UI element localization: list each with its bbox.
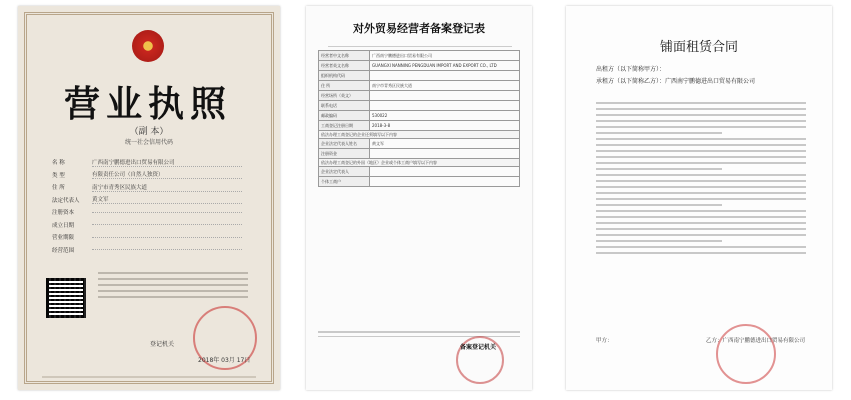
field-value: 黄文军 bbox=[92, 195, 242, 204]
registration-field-label: 邮政编码 bbox=[319, 111, 370, 121]
lease-text-line bbox=[596, 126, 806, 128]
business-license-document bbox=[18, 6, 280, 390]
registration-table bbox=[318, 50, 520, 187]
lease-party-b: 承租方（以下简称乙方）：广西南宁鹏德进出口贸易有限公司 bbox=[596, 78, 756, 85]
registration-field-value: 南宁市青秀区民族大道 bbox=[370, 81, 520, 91]
lease-text-line bbox=[596, 186, 806, 188]
registration-field-label: 企业法定代表人姓名 bbox=[319, 139, 370, 149]
lease-sign-a: 甲方： bbox=[596, 338, 613, 344]
registration-field-label: 联系电话 bbox=[319, 101, 370, 111]
registration-field-value: 2018-3-8 bbox=[370, 121, 520, 131]
license-field-row bbox=[52, 244, 242, 257]
lease-text-line bbox=[596, 102, 806, 104]
registration-title: 对外贸易经营者备案登记表 bbox=[353, 22, 485, 35]
lease-text-line bbox=[596, 204, 722, 206]
license-copy-label: （副 本） bbox=[129, 127, 169, 137]
lease-text-line bbox=[596, 144, 806, 146]
field-label: 成立日期 bbox=[52, 222, 75, 229]
lease-text-line bbox=[596, 138, 806, 140]
registration-row bbox=[319, 177, 520, 187]
lease-text-line bbox=[596, 252, 806, 254]
lease-text-line bbox=[596, 162, 806, 164]
registration-field-label: 注册资金 bbox=[319, 149, 370, 159]
field-value bbox=[92, 237, 242, 238]
registration-field-value bbox=[370, 167, 520, 177]
license-field-row bbox=[52, 194, 242, 207]
field-value bbox=[92, 249, 242, 250]
trade-registration-document bbox=[306, 6, 532, 390]
lease-body-text bbox=[596, 98, 806, 258]
registration-field-value: 530022 bbox=[370, 111, 520, 121]
registration-row bbox=[319, 61, 520, 71]
license-field-row bbox=[52, 156, 242, 169]
license-credit-code: 统一社会信用代码 bbox=[124, 139, 173, 146]
registration-section-label: 依法办理工商登记的外国（地区）企业或个体工商户填写以下内容 bbox=[319, 159, 520, 167]
registration-field-label: 组织机构代码 bbox=[319, 71, 370, 81]
lease-text-line bbox=[596, 180, 806, 182]
lease-text-line bbox=[596, 108, 806, 110]
registration-field-label: 工商登记注册日期 bbox=[319, 121, 370, 131]
field-value bbox=[92, 212, 242, 213]
lease-text-line bbox=[596, 132, 722, 134]
field-value: 有限责任公司（自然人独资） bbox=[92, 170, 242, 179]
registration-section-row bbox=[319, 131, 520, 139]
registration-field-value: 黄文军 bbox=[370, 139, 520, 149]
lease-text-line bbox=[596, 210, 806, 212]
lease-text-line bbox=[596, 198, 806, 200]
license-field-row bbox=[52, 181, 242, 194]
registration-field-value bbox=[370, 71, 520, 81]
license-date: 2018年 03月 17日 bbox=[198, 357, 251, 364]
license-field-row bbox=[52, 169, 242, 182]
license-fields bbox=[52, 156, 242, 256]
lease-text-line bbox=[596, 192, 806, 194]
field-label: 注册资本 bbox=[52, 210, 75, 217]
lease-text-line bbox=[596, 168, 722, 170]
field-label: 住 所 bbox=[52, 185, 65, 192]
lease-title: 铺面租赁合同 bbox=[659, 40, 738, 55]
registration-field-label: 住 所 bbox=[319, 81, 370, 91]
registration-section-label: 依法办理工商登记的企业还须填写以下内容 bbox=[319, 131, 520, 139]
registration-field-value: GUANGXI NANNING PENGDUAN IMPORT AND EXPORT CO., LTD bbox=[370, 61, 520, 71]
license-field-row bbox=[52, 206, 242, 219]
registration-row bbox=[319, 121, 520, 131]
lease-seal-icon bbox=[716, 324, 776, 384]
lease-text-line bbox=[596, 234, 806, 236]
lease-text-line bbox=[596, 114, 806, 116]
registration-row bbox=[319, 111, 520, 121]
license-authority: 登记机关 bbox=[150, 341, 175, 348]
lease-party-a: 出租方（以下简称甲方）： bbox=[596, 66, 666, 73]
registration-field-value bbox=[370, 149, 520, 159]
field-label: 名 称 bbox=[52, 160, 65, 167]
registration-meta-line bbox=[328, 38, 512, 47]
registration-field-label: 经营者中文名称 bbox=[319, 51, 370, 61]
lease-text-line bbox=[596, 216, 806, 218]
lease-text-line bbox=[596, 240, 722, 242]
registration-row bbox=[319, 71, 520, 81]
lease-text-line bbox=[596, 156, 806, 158]
license-title: 营业执照 bbox=[63, 83, 232, 125]
lease-sign-b: 乙方：广西南宁鹏德进出口贸易有限公司 bbox=[706, 338, 806, 344]
registration-field-value bbox=[370, 177, 520, 187]
registration-section-row bbox=[319, 159, 520, 167]
registration-field-label: 经营场所（英文） bbox=[319, 91, 370, 101]
national-emblem-icon bbox=[132, 30, 164, 62]
registration-field-value: 广西南宁鹏德进出口贸易有限公司 bbox=[370, 51, 520, 61]
qr-code-icon bbox=[46, 278, 86, 318]
lease-text-line bbox=[596, 246, 806, 248]
registration-field-label: 个体工商户 bbox=[319, 177, 370, 187]
registration-row bbox=[319, 101, 520, 111]
field-label: 法定代表人 bbox=[52, 197, 80, 204]
lease-text-line bbox=[596, 120, 806, 122]
lease-text-line bbox=[596, 228, 806, 230]
registration-field-label: 企业法定代表人 bbox=[319, 167, 370, 177]
registration-row bbox=[319, 167, 520, 177]
license-footer bbox=[42, 376, 256, 378]
lease-contract-document bbox=[566, 6, 832, 390]
registration-row bbox=[319, 149, 520, 159]
registration-row bbox=[319, 139, 520, 149]
field-label: 营业期限 bbox=[52, 235, 75, 242]
field-value: 广西南宁鹏德进出口贸易有限公司 bbox=[92, 158, 242, 167]
field-value bbox=[92, 224, 242, 225]
lease-text-line bbox=[596, 150, 806, 152]
field-value: 南宁市青秀区民族大道 bbox=[92, 183, 242, 192]
field-label: 经营范围 bbox=[52, 247, 75, 254]
registration-field-label: 经营者英文名称 bbox=[319, 61, 370, 71]
registration-row bbox=[319, 51, 520, 61]
license-field-row bbox=[52, 219, 242, 232]
license-field-row bbox=[52, 231, 242, 244]
lease-text-line bbox=[596, 174, 806, 176]
registration-field-value bbox=[370, 101, 520, 111]
registration-row bbox=[319, 81, 520, 91]
registration-field-value bbox=[370, 91, 520, 101]
license-notice-text bbox=[98, 268, 248, 302]
registration-stamp-text: 备案登记机关 bbox=[460, 344, 497, 351]
registration-row bbox=[319, 91, 520, 101]
lease-text-line bbox=[596, 222, 806, 224]
field-label: 类 型 bbox=[52, 172, 65, 179]
